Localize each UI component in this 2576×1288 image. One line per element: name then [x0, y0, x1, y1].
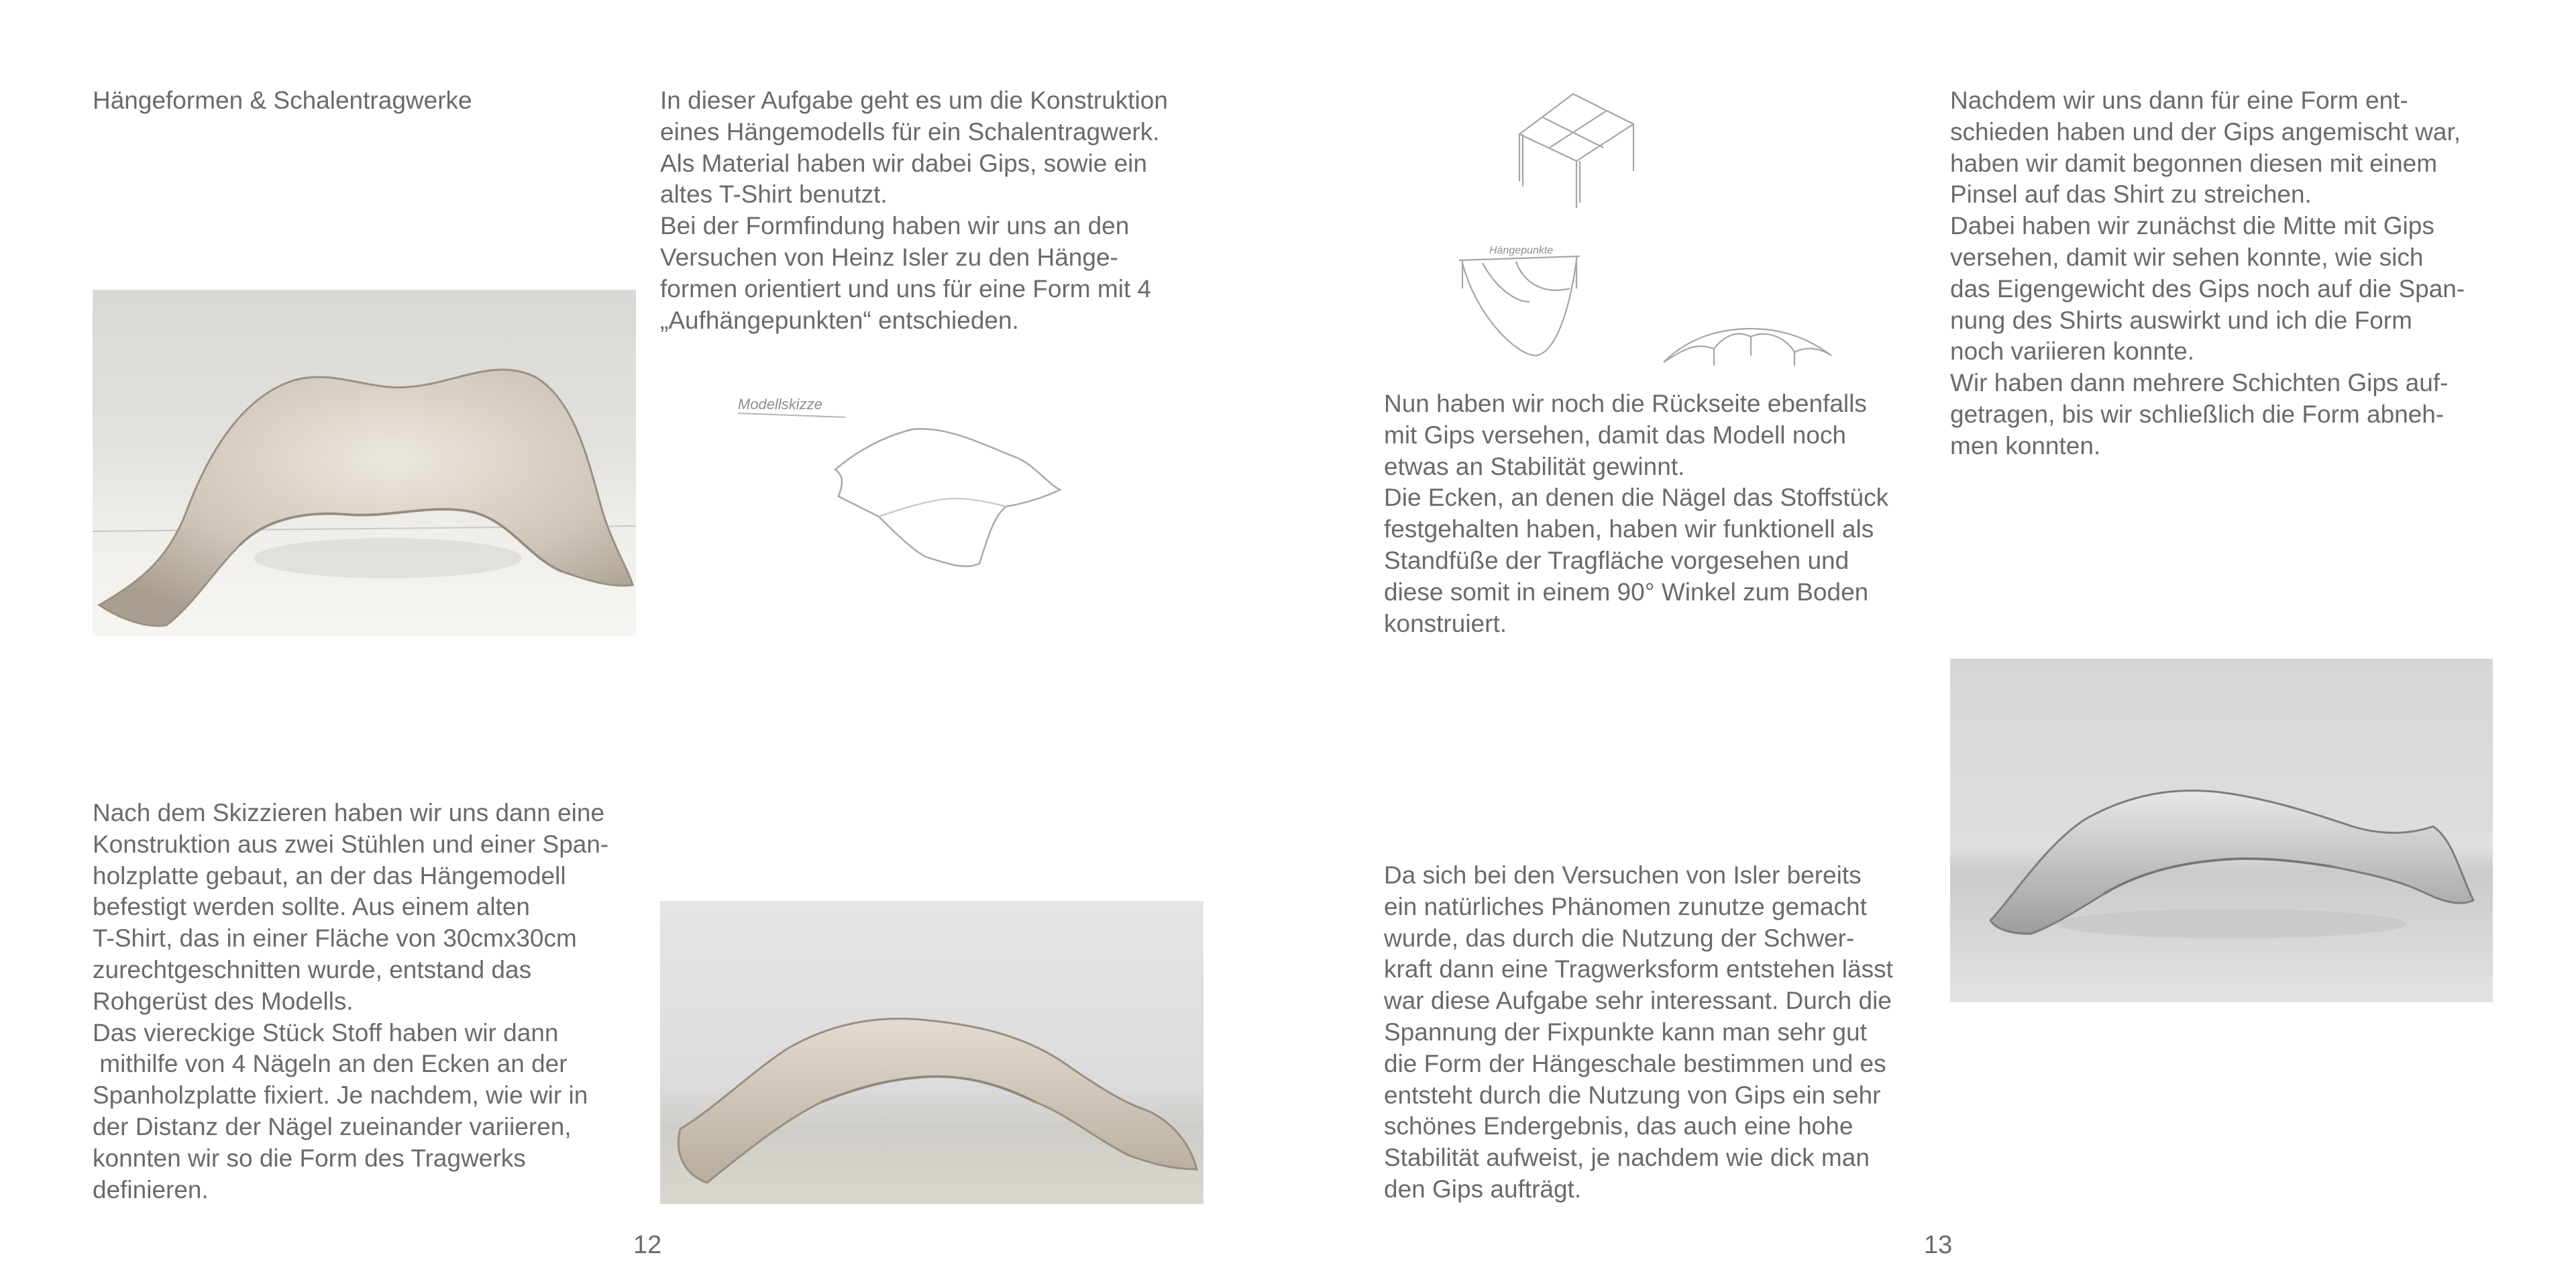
suspension-sketch-label: Hängepunkte — [1489, 245, 1554, 256]
shell-model-photo-front — [93, 290, 636, 636]
shell-model-photo-bw — [1950, 659, 2493, 1002]
model-sketch-label: Modellskizze — [738, 396, 822, 413]
suspension-sketches — [1442, 87, 1898, 376]
model-sketch — [724, 389, 1140, 644]
page-title: Hängeformen & Schalentragwerke — [93, 87, 472, 114]
construction-paragraph: Nach dem Skizzieren haben wir uns dann eine Konstruktion aus zwei Stühlen und einer Span- holzplatte gebaut, an der das Hängemodell befestigt werden sollte. Aus einem alten T-Shirt, das in einer Fläche von 30cmx30cm zurechtgeschnitten wurde, entstand das Rohgerüst des Modells. Das viereckige Stück Stoff haben wir dann mithilfe von 4 Nägeln an den Ecken an der Spanholzplatte fixiert. Je nachdem, wie wir in der Distanz der Nägel zueinander variieren, konnten wir so die Form des Tragwerks definieren. — [93, 799, 609, 1203]
shell-model-photo-side — [660, 901, 1203, 1204]
backside-paragraph: Nun haben wir noch die Rückseite ebenfalls mit Gips versehen, damit das Modell noch etwas an Stabilität gewinnt. Die Ecken, an denen die Nägel das Stoffstück festgehalten haben, haben wir funktionell als Standfüße der Tragfläche vorgesehen und diese somit in einem 90° Winkel zum Boden konstruiert. — [1384, 390, 1889, 637]
page-number-right: 13 — [1924, 1231, 1953, 1259]
page-number-left: 12 — [633, 1231, 662, 1259]
conclusion-paragraph: Da sich bei den Versuchen von Isler bereits ein natürliches Phänomen zunutze gemacht wurde, das durch die Nutzung der Schwer- kraft dann eine Tragwerksform entstehen lässt war diese Aufgabe sehr interessant. Durch die Spannung der Fixpunkte kann man sehr gut die Form der Hängeschale bestimmen und es entsteht durch die Nutzung von Gips ein sehr schönes Endergebnis, das auch eine hohe Stabilität aufweist, je nachdem wie dick man den Gips aufträgt. — [1384, 861, 1893, 1203]
intro-paragraph: In dieser Aufgabe geht es um die Konstruktion eines Hängemodells für ein Schalentragwerk. Als Material haben wir dabei Gips, sowie ein altes T-Shirt benutzt. Bei der Formfindung haben wir uns an den Versuchen von Heinz Isler zu den Hänge- formen orientiert und uns für eine Form mit 4 „Aufhängepunkten“ entschieden. — [660, 87, 1168, 334]
plaster-paragraph: Nachdem wir uns dann für eine Form ent- schieden haben und der Gips angemischt war, haben wir damit begonnen diesen mit einem Pinsel auf das Shirt zu streichen. Dabei haben wir zunächst die Mitte mit Gips versehen, damit wir sehen konnte, wie sich das Eigengewicht des Gips noch auf die Span- nung des Shirts auswirkt und ich die Form noch variieren konnte. Wir haben dann mehrere Schichten Gips auf- getragen, bis wir schließlich die Form abneh- men konnten. — [1950, 87, 2465, 460]
